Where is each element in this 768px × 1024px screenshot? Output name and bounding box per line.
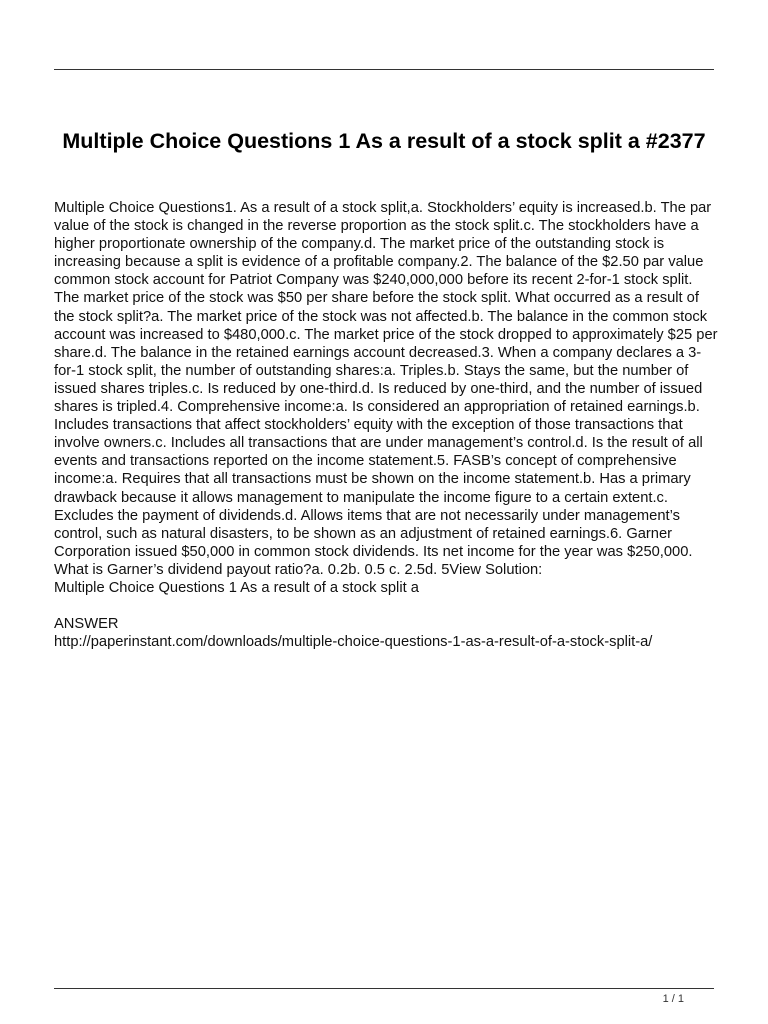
questions-text: Multiple Choice Questions1. As a result of a stock split,a. Stockholders’ equity is increased.b. The par value of the stock is changed in the reverse proportion as the stock split.c. The stockholders have a higher proportionate ownership of the company.d. The market price of the outstanding stock is increasing because a split is evidence of a profitable company.2. The balance of the $2.50 par value common stock account for Patriot Company was $240,000,000 before its recent 2-for-1 stock split. The market price of the stock was $50 per share before the stock split. What occurred as a result of the stock split?a. The market price of the stock was not affected.b. The balance in the common stock account was increased to $480,000.c. The market price of the stock dropped to approximately $25 per share.d. The balance in the retained earnings account decreased.3. When a company declares a 3-for-1 stock split, the number of outstanding shares:a. Triples.b. Stays the same, but the number of issued shares triples.c. Is reduced by one-third.d. Is reduced by one-third, and the number of issued shares is tripled.4. Comprehensive income:a. Is considered an appropriation of retained earnings.b. Includes transactions that affect stockholders’ equity with the exception of those transactions that involve owners.c. Includes all transactions that are under management’s control.d. Is the result of all events and transactions reported on the income statement.5. FASB’s concept of comprehensive income:a. Requires that all transactions must be shown on the income statement.b. Has a primary drawback because it allows management to manipulate the income figure to a certain extent.c. Excludes the payment of dividends.d. Allows items that are not necessarily under management’s control, such as natural disasters, to be shown as an adjustment of retained earnings.6. Garner Corporation issued $50,000 in common stock dividends. Its net income for the year was $250,000. What is Garner’s dividend payout ratio?a. 0.2b. 0.5 c. 2.5d. 5View Solution:	[54, 200, 718, 578]
answer-label: ANSWER	[54, 616, 119, 633]
solution-title: Multiple Choice Questions 1 As a result of a stock split a	[54, 579, 419, 596]
document-body	[54, 199, 720, 651]
spacer	[54, 597, 720, 615]
page-title: Multiple Choice Questions 1 As a result of a stock split a #2377	[62, 129, 706, 153]
header-rule	[54, 69, 714, 70]
footer-rule	[54, 988, 714, 989]
page-number: 1 / 1	[662, 993, 684, 1005]
answer-link[interactable]: http://paperinstant.com/downloads/multiple-choice-questions-1-as-a-result-of-a-stock-split-a/	[54, 634, 653, 651]
